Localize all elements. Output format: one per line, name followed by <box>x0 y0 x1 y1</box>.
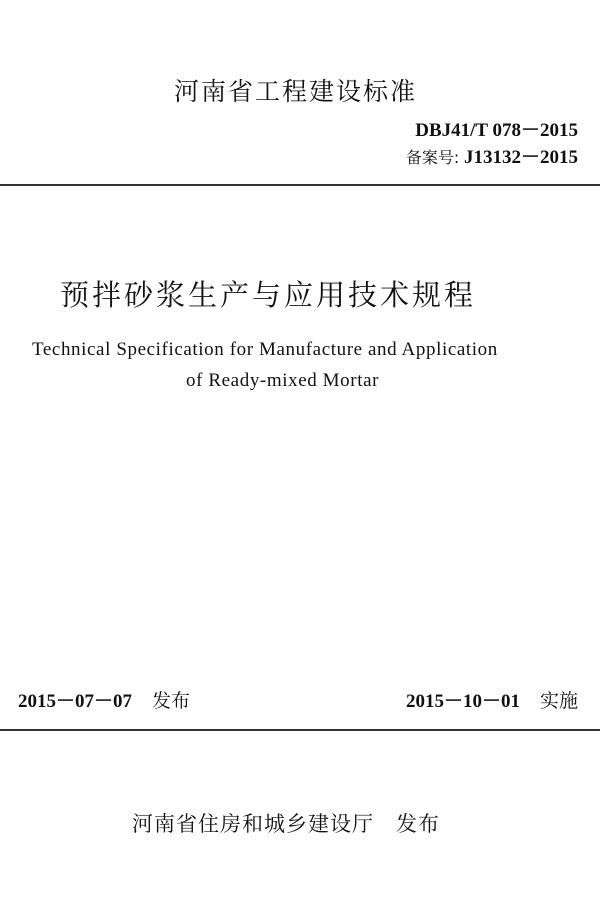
implementation-date-line <box>406 686 578 713</box>
implementation-date: 2015－10－01 <box>405 691 520 712</box>
title-english-line-1: Technical Specification for Manufacture and Application <box>32 339 498 360</box>
issuing-authority: 河南省住房和城乡建设厅 <box>132 812 374 836</box>
issue-label: 发布 <box>152 690 191 712</box>
issue-date: 2015－07－07 <box>18 691 133 712</box>
record-number-label: 备案号: <box>405 148 460 167</box>
issue-date-line <box>18 686 190 713</box>
title-chinese: 预拌砂浆生产与应用技术规程 <box>60 278 477 312</box>
record-number-value: J13132－2015 <box>463 147 578 168</box>
top-divider <box>0 184 600 186</box>
issuer-line <box>132 808 440 838</box>
title-english-line-2: of Ready-mixed Mortar <box>186 370 380 391</box>
standard-type-heading: 河南省工程建设标准 <box>174 77 418 106</box>
record-number-line <box>406 142 578 169</box>
issuer-issue-label: 发布 <box>396 812 440 836</box>
standard-code: DBJ41/T 078－2015 <box>415 120 578 141</box>
implementation-label: 实施 <box>539 690 578 712</box>
bottom-divider <box>0 729 600 731</box>
